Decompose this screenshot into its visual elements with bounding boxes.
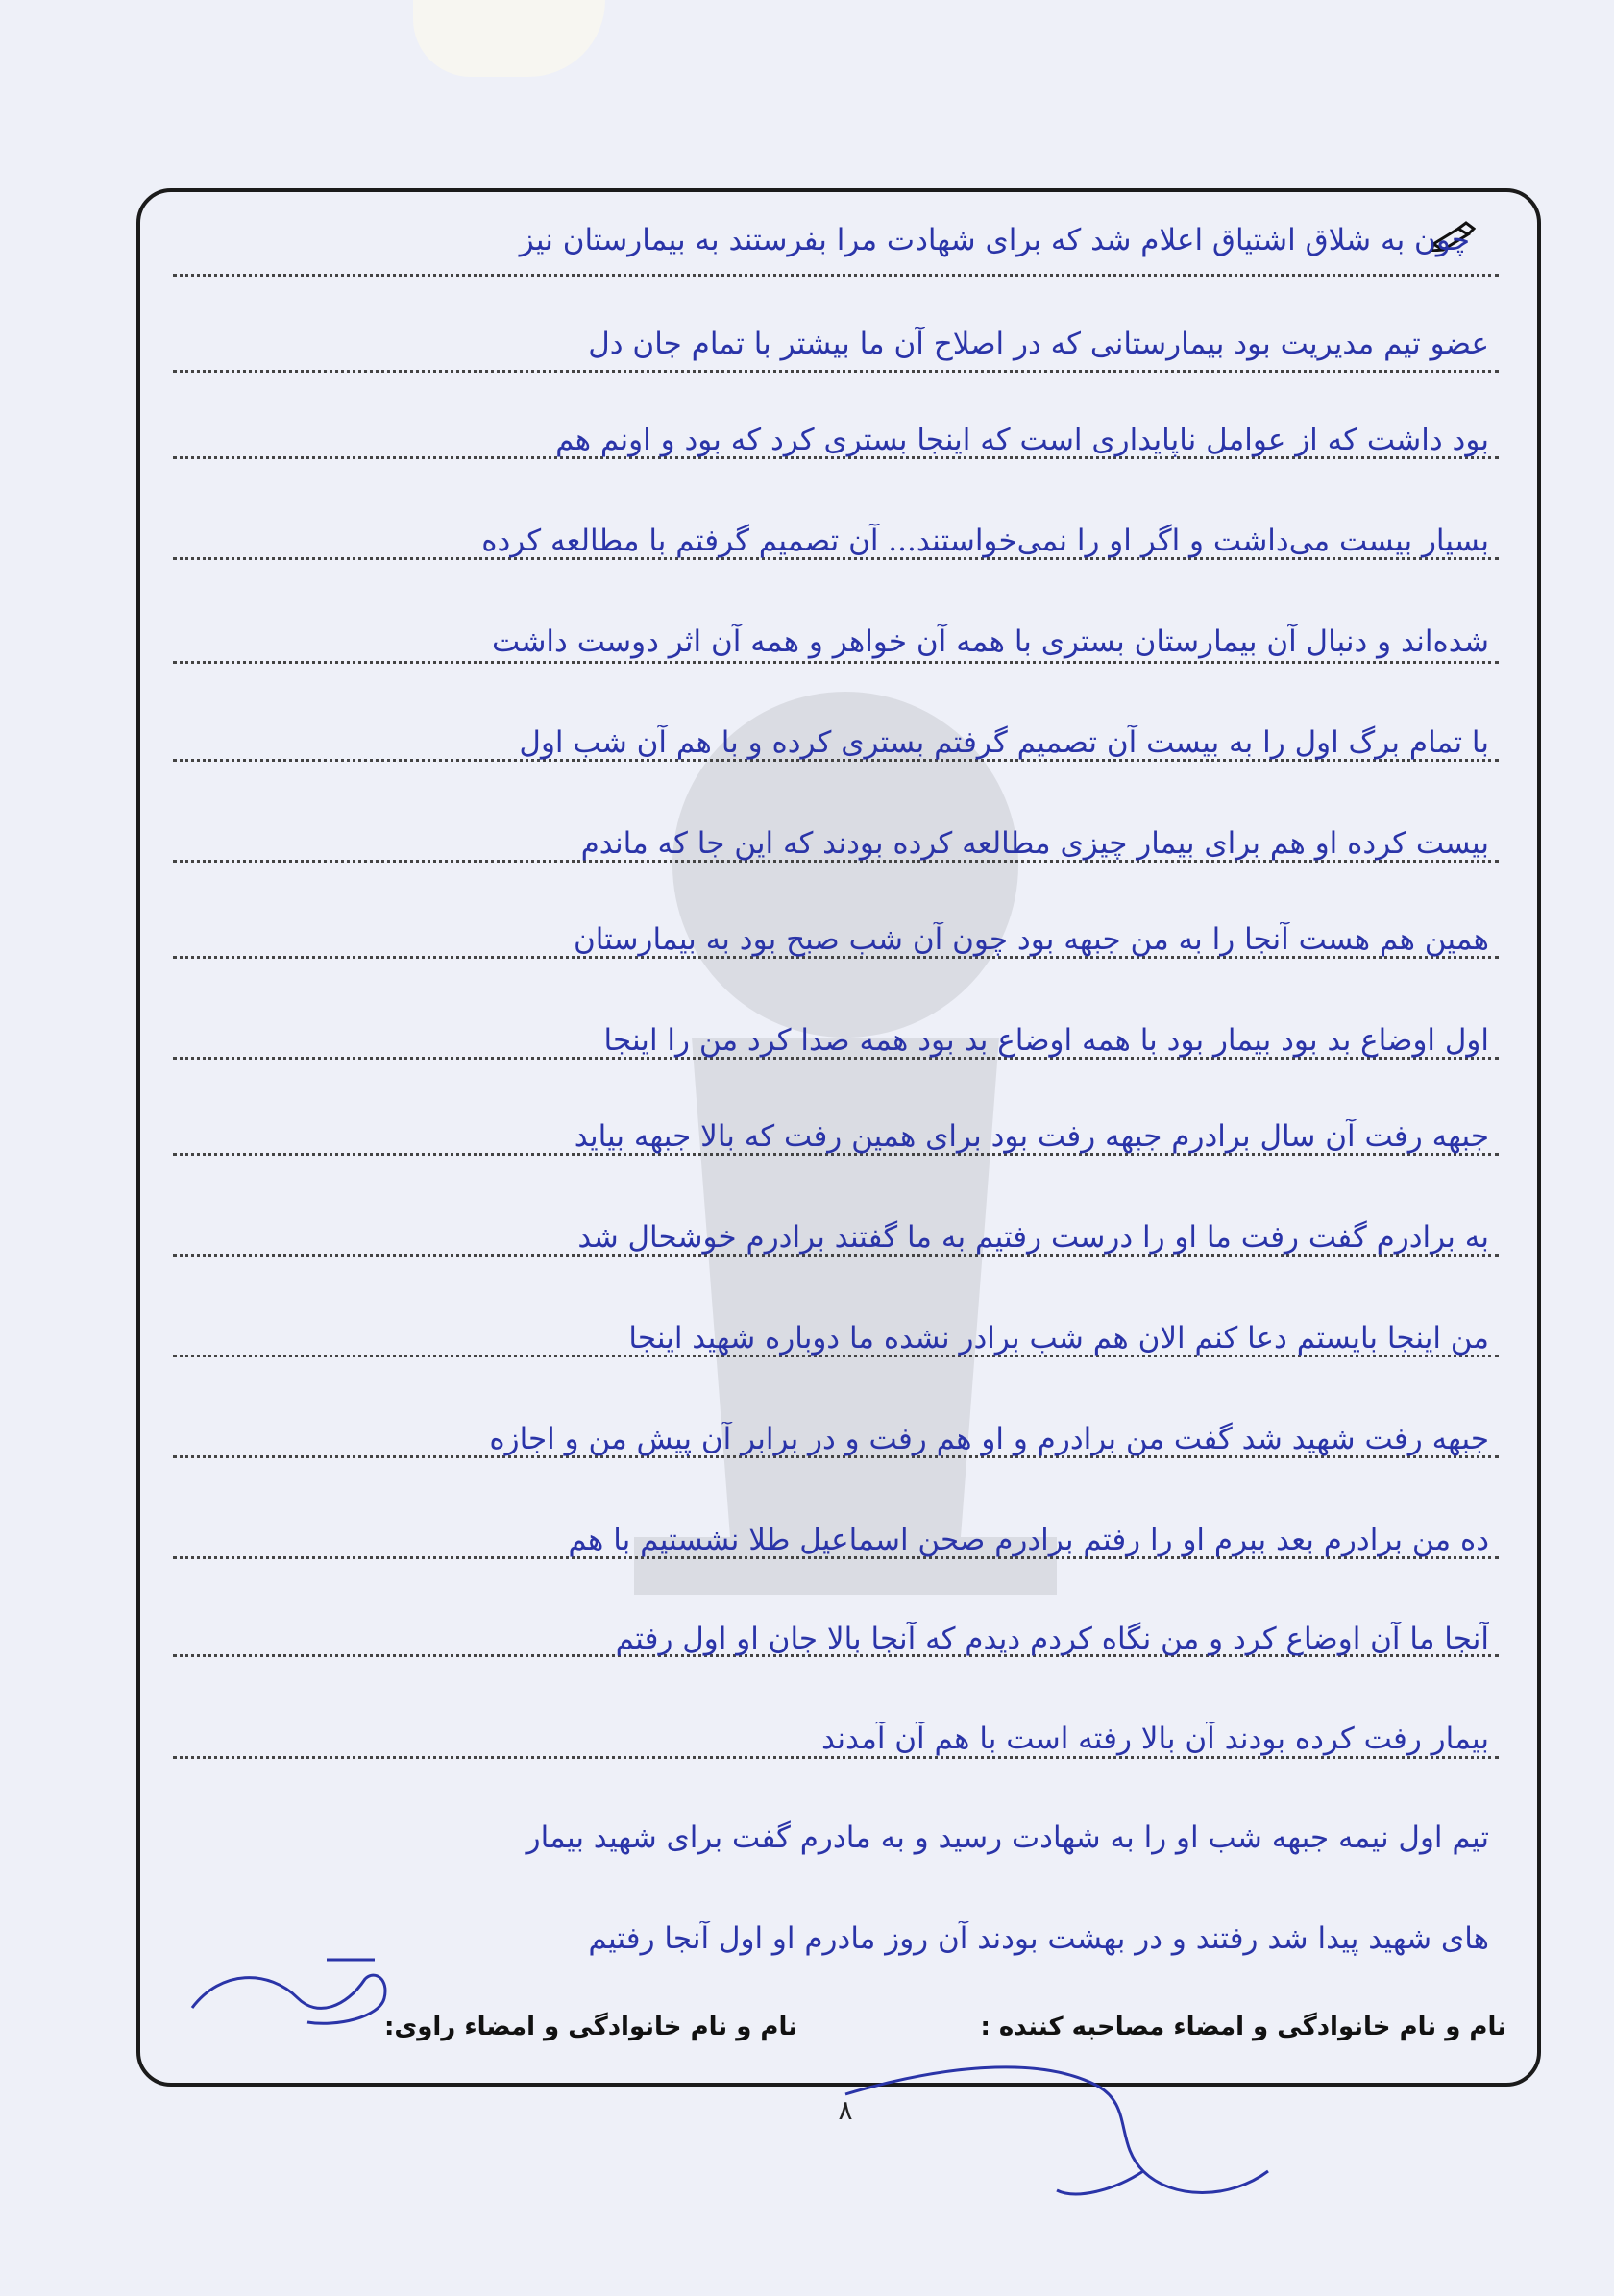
- narrator-signature-label: نام و نام خانوادگی و امضاء راوی:: [384, 2013, 797, 2041]
- rule-line: [173, 370, 1499, 373]
- page-number: ۸: [838, 2094, 853, 2126]
- handwritten-line: عضو تیم مدیریت بود بیمارستانی که در اصلاح آن ما بیشتر با تمام جان دل: [588, 327, 1489, 361]
- handwritten-line: بیمار رفت کرده بودند آن بالا رفته است با هم آن آمدند: [821, 1722, 1489, 1756]
- handwritten-line: تیم اول نیمه جبهه شب او را به شهادت رسید و به مادرم گفت برای شهید بیمار: [526, 1820, 1489, 1855]
- handwritten-line: ده من برادرم بعد ببرم او را رفتم برادرم صحن اسماعیل طلا نشستیم با هم: [568, 1523, 1489, 1557]
- handwritten-line: آنجا ما آن اوضاع کرد و من نگاه کردم دیدم که آنجا بالا جان او اول رفتم: [615, 1622, 1489, 1656]
- handwritten-line: من اینجا بایستم دعا کنم الان هم شب برادر نشده ما دوباره شهید اینجا: [628, 1321, 1489, 1356]
- handwritten-line: بسیار بیست می‌داشت و اگر او را نمی‌خواستند... آن تصمیم گرفتم با مطالعه کرده: [481, 524, 1489, 558]
- handwritten-line: های شهید پیدا شد رفتند و در بهشت بودند آن روز مادرم او اول آنجا رفتیم: [588, 1921, 1489, 1956]
- handwritten-line: به برادرم گفت رفت ما او را درست رفتیم به ما گفتند برادرم خوشحال شد: [577, 1220, 1489, 1255]
- rule-line: [173, 274, 1499, 277]
- handwritten-line: اول اوضاع بد بود بیمار بود با همه اوضاع بد بود همه صدا کرد من را اینجا: [603, 1023, 1489, 1058]
- handwritten-line: شده‌اند و دنبال آن بیمارستان بستری با همه آن خواهر و همه آن اثر دوست داشت: [492, 624, 1489, 659]
- handwritten-line: جبهه رفت آن سال برادرم جبهه رفت بود برای همین رفت که بالا جبهه بیاید: [574, 1119, 1489, 1154]
- handwritten-line: بود داشت که از عوامل ناپایداری است که اینجا بستری کرد که بود و اونم هم: [555, 423, 1489, 457]
- handwritten-line: با تمام برگ اول را به بیست آن تصمیم گرفتم بستری کرده و با هم آن شب اول: [519, 725, 1489, 760]
- rule-line: [173, 661, 1499, 664]
- handwritten-line: همین هم هست آنجا را به من جبهه بود چون آن شب صبح بود به بیمارستان: [573, 922, 1489, 957]
- interviewer-signature-label: نام و نام خانوادگی و امضاء مصاحبه کننده :: [980, 2013, 1506, 2041]
- handwritten-line: بیست کرده او هم برای بیمار چیزی مطالعه کرده بودند که این جا که ماندم: [580, 826, 1489, 861]
- handwritten-line: چون به شلاق اشتیاق اعلام شد که برای شهادت مرا بفرستند به بیمارستان نیز: [519, 223, 1470, 257]
- interviewer-signature: [826, 2027, 1307, 2219]
- handwritten-line: جبهه رفت شهید شد گفت من برادرم و او هم رفت و در برابر آن پیش من و اجازه: [489, 1422, 1489, 1456]
- rule-line: [173, 1756, 1499, 1759]
- narrator-signature: [183, 1941, 413, 2046]
